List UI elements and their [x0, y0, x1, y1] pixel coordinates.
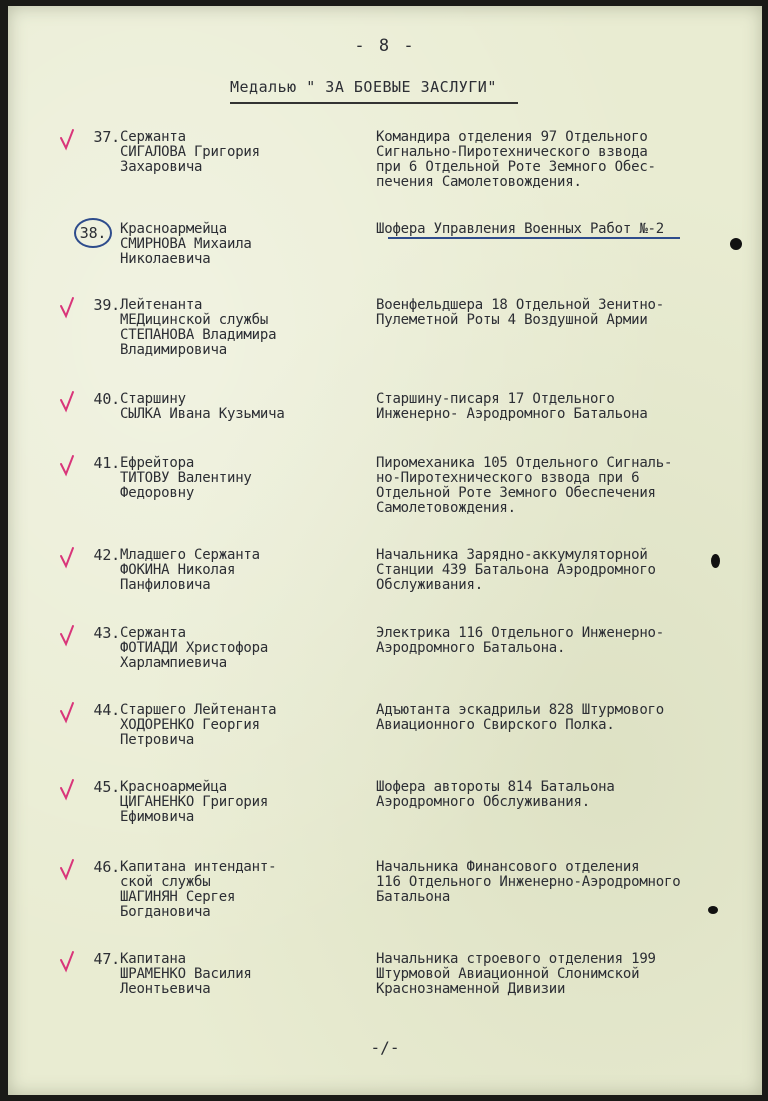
check-mark-icon: [58, 624, 80, 648]
recipient-name: [120, 860, 350, 920]
recipient-line: Сержанта: [120, 129, 186, 145]
recipient-line: Капитана: [120, 951, 186, 967]
recipient-line: ской службы: [120, 874, 211, 890]
entry-number: 46.: [93, 858, 120, 876]
position-line: Отдельной Роте Земного Обеспечения: [376, 485, 656, 501]
ink-blot: [730, 238, 742, 250]
recipient-name: [120, 952, 350, 997]
recipient-line: ЦИГАНЕНКО Григория: [120, 794, 269, 810]
ink-blot: [711, 554, 720, 568]
entry-number: 39.: [93, 296, 120, 314]
recipient-name: [120, 130, 350, 175]
recipient-position: [376, 298, 746, 328]
position-line: Шофера Управления Военных Работ №-2: [376, 221, 665, 237]
recipient-position: [376, 703, 746, 733]
recipient-position: [376, 456, 746, 516]
recipient-line: Захаровича: [120, 159, 203, 175]
position-line: Командира отделения 97 Отдельного: [376, 129, 648, 145]
check-mark-icon: [58, 778, 80, 802]
check-mark-icon: [58, 858, 80, 882]
document-heading: Медалью " ЗА БОЕВЫЕ ЗАСЛУГИ": [230, 78, 518, 104]
recipient-name: [120, 298, 350, 358]
position-line: печения Самолетовождения.: [376, 174, 582, 190]
position-line: Начальника строевого отделения 199: [376, 951, 656, 967]
recipient-line: Федоровну: [120, 485, 195, 501]
recipient-line: СМИРНОВА Михаила: [120, 236, 252, 252]
check-mark-icon: [58, 296, 80, 320]
position-line: Адъютанта эскадрильи 828 Штурмового: [376, 702, 665, 718]
recipient-line: СЫЛКА Ивана Кузьмича: [120, 406, 285, 422]
position-line: 116 Отдельного Инженерно-Аэродромного: [376, 874, 681, 890]
recipient-line: Сержанта: [120, 625, 186, 641]
recipient-line: Младшего Сержанта: [120, 547, 260, 563]
page-footer: -/-: [370, 1038, 400, 1057]
entry-number: 41.: [93, 454, 120, 472]
recipient-line: Капитана интендант-: [120, 859, 277, 875]
recipient-line: Красноармейца: [120, 779, 227, 795]
recipient-line: Ефрейтора: [120, 455, 195, 471]
recipient-line: Леонтьевича: [120, 981, 211, 997]
recipient-line: ФОТИАДИ Христофора: [120, 640, 269, 656]
position-line: но-Пиротехнического взвода при 6: [376, 470, 640, 486]
ink-blot: [708, 906, 718, 914]
recipient-position: [376, 626, 746, 656]
entry-number: 37.: [93, 128, 120, 146]
entry-number: 42.: [93, 546, 120, 564]
recipient-line: Владимировича: [120, 342, 227, 358]
recipient-position: [376, 130, 746, 190]
position-line: Начальника Финансового отделения: [376, 859, 640, 875]
entry-number: 44.: [93, 701, 120, 719]
position-line: Старшину-писаря 17 Отдельного: [376, 391, 615, 407]
position-line: Авиационного Свирского Полка.: [376, 717, 615, 733]
position-line: Пулеметной Роты 4 Воздушной Армии: [376, 312, 648, 328]
blue-pen-underline: [388, 237, 680, 239]
recipient-name: [120, 456, 350, 501]
recipient-line: ШРАМЕНКО Василия: [120, 966, 252, 982]
recipient-line: Старшину: [120, 391, 186, 407]
recipient-position: [376, 392, 746, 422]
recipient-line: ХОДОРЕНКО Георгия: [120, 717, 260, 733]
recipient-line: Панфиловича: [120, 577, 211, 593]
position-line: Аэродромного Обслуживания.: [376, 794, 590, 810]
check-mark-icon: [58, 546, 80, 570]
check-mark-icon: [58, 950, 80, 974]
recipient-line: Богдановича: [120, 904, 211, 920]
recipient-name: [120, 780, 350, 825]
position-line: Самолетовождения.: [376, 500, 516, 516]
recipient-position: [376, 548, 746, 593]
entry-number: 45.: [93, 778, 120, 796]
position-line: Станции 439 Батальона Аэродромного: [376, 562, 656, 578]
check-mark-icon: [58, 128, 80, 152]
recipient-line: Красноармейца: [120, 221, 227, 237]
recipient-line: МЕДицинской службы: [120, 312, 269, 328]
check-mark-icon: [58, 701, 80, 725]
recipient-line: Старшего Лейтенанта: [120, 702, 277, 718]
recipient-position: [376, 860, 746, 905]
position-line: Инженерно- Аэродромного Батальона: [376, 406, 648, 422]
recipient-line: ТИТОВУ Валентину: [120, 470, 252, 486]
recipient-position: [376, 222, 746, 237]
position-line: Обслуживания.: [376, 577, 483, 593]
position-line: Военфельдшера 18 Отдельной Зенитно-: [376, 297, 665, 313]
entry-number: 40.: [93, 390, 120, 408]
position-line: Начальника Зарядно-аккумуляторной: [376, 547, 648, 563]
position-line: Батальона: [376, 889, 451, 905]
recipient-name: [120, 548, 350, 593]
position-line: Штурмовой Авиационной Слонимской: [376, 966, 640, 982]
recipient-line: Харлампиевича: [120, 655, 227, 671]
recipient-line: СИГАЛОВА Григория: [120, 144, 260, 160]
check-mark-icon: [58, 454, 80, 478]
entry-number: 38.: [74, 218, 112, 248]
position-line: Электрика 116 Отдельного Инженерно-: [376, 625, 665, 641]
recipient-line: Николаевича: [120, 251, 211, 267]
recipient-position: [376, 780, 746, 810]
recipient-name: [120, 222, 350, 267]
recipient-line: ФОКИНА Николая: [120, 562, 236, 578]
page-number: - 8 -: [354, 36, 416, 56]
position-line: Краснознаменной Дивизии: [376, 981, 566, 997]
recipient-name: [120, 703, 350, 748]
position-line: Шофера автороты 814 Батальона: [376, 779, 615, 795]
recipient-line: ШАГИНЯН Сергея: [120, 889, 236, 905]
position-line: Аэродромного Батальона.: [376, 640, 566, 656]
position-line: Пиромеханика 105 Отдельного Сигналь-: [376, 455, 673, 471]
position-line: Сигнально-Пиротехнического взвода: [376, 144, 648, 160]
check-mark-icon: [58, 390, 80, 414]
position-line: при 6 Отдельной Роте Земного Обес-: [376, 159, 656, 175]
recipient-name: [120, 392, 350, 422]
recipient-line: Петровича: [120, 732, 195, 748]
recipient-name: [120, 626, 350, 671]
entry-number: 47.: [93, 950, 120, 968]
document-page: [8, 6, 762, 1095]
recipient-line: Лейтенанта: [120, 297, 203, 313]
recipient-line: Ефимовича: [120, 809, 195, 825]
recipient-position: [376, 952, 746, 997]
entry-number: 43.: [93, 624, 120, 642]
recipient-line: СТЕПАНОВА Владимира: [120, 327, 277, 343]
